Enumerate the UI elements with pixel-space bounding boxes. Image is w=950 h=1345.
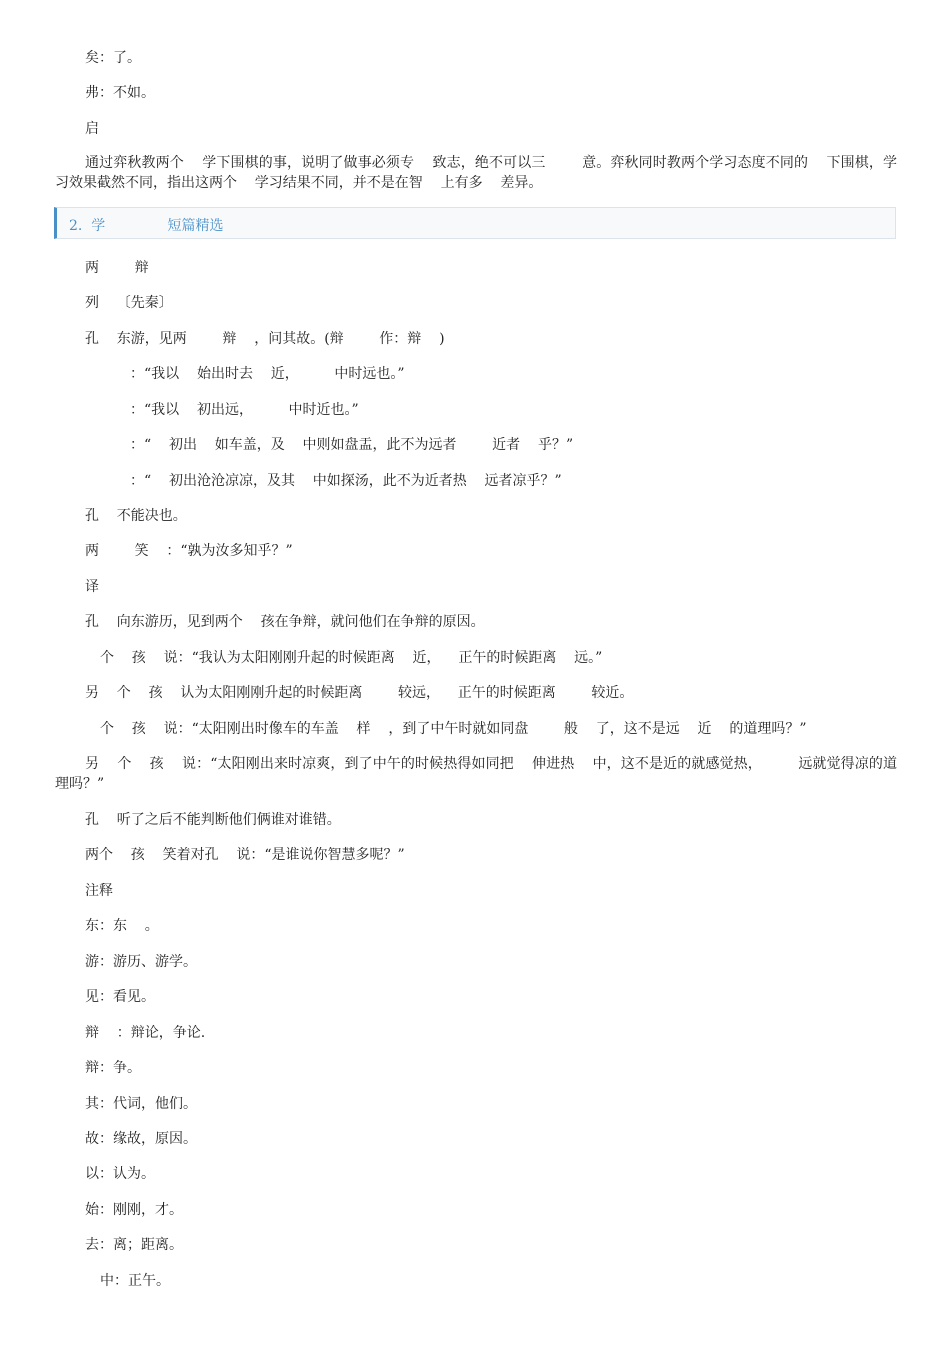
note-line: 其：代词，他们。 [85, 1096, 197, 1112]
story-title: 两 辩 [85, 260, 149, 276]
note-line: 以：认为。 [85, 1166, 155, 1182]
translation-line: 个 孩 说：“太阳刚出时像车的车盖 样 ，到了中午时就如同盘 般 了，这不是远 近 的道理吗？” [100, 721, 807, 737]
translation-line: 孔 向东游历，见到两个 孩在争辩，就问他们在争辩的原因。 [85, 614, 485, 630]
translation-line: 另 个 孩 说：“太阳刚出来时凉爽，到了中午的时候热得如同把 伸进热 中，这不是近的就感觉热， 远就觉得凉的道理吗？” [55, 756, 897, 792]
gloss-line: 弗：不如。 [85, 85, 155, 101]
note-line: 中：正午。 [100, 1273, 170, 1289]
story-author: 列 〔先秦〕 [85, 295, 173, 311]
translation-line: 两个 孩 笑着对孔 说：“是谁说你智慧多呢？” [85, 847, 405, 863]
translation-line: 孔 听了之后不能判断他们俩谁对谁错。 [85, 812, 341, 828]
story-line: 两 笑 ：“孰为汝多知乎？” [85, 543, 293, 559]
gloss-line: 矣：了。 [85, 50, 141, 66]
note-line: 辩 ：辩论，争论. [85, 1025, 206, 1041]
story-line: ：“ 初出沧沧凉凉，及其 中如探汤，此不为近者热 远者凉乎？” [130, 473, 562, 489]
notes-label: 注释 [85, 883, 113, 899]
story-line: ：“我以 初出远， 中时近也。” [130, 402, 359, 418]
story-line: ：“ 初出 如车盖，及 中则如盘盂，此不为远者 近者 乎？” [130, 437, 574, 453]
note-line: 见：看见。 [85, 989, 155, 1005]
translation-label: 译 [85, 579, 99, 595]
section-label: 启 [85, 121, 99, 137]
note-line: 始：刚刚，才。 [85, 1202, 183, 1218]
section-heading [54, 207, 896, 239]
note-line: 辩：争。 [85, 1060, 141, 1076]
translation-line: 另 个 孩 认为太阳刚刚升起的时候距离 较远， 正午的时候距离 较近。 [85, 685, 634, 701]
story-line: 孔 东游，见两 辩 ，问其故。(辩 作：辩 ) [85, 331, 445, 347]
summary-paragraph: 通过弈秋教两个 学下围棋的事，说明了做事必须专 致志，绝不可以三 意。弈秋同时教两个学习态度不同的 下围棋，学习效果截然不同，指出这两个 学习结果不同，并不是在智 上有多 差异。 [55, 155, 897, 191]
section-heading-text: 2. 学 短篇精选 [69, 218, 224, 234]
note-line: 去：离；距离。 [85, 1237, 183, 1253]
note-line: 东：东 。 [85, 918, 159, 934]
note-line: 故：缘故，原因。 [85, 1131, 197, 1147]
note-line: 游：游历、游学。 [85, 954, 197, 970]
translation-line: 个 孩 说：“我认为太阳刚刚升起的时候距离 近， 正午的时候距离 远。” [100, 650, 603, 666]
story-line: 孔 不能决也。 [85, 508, 187, 524]
story-line: ：“我以 始出时去 近， 中时远也。” [130, 366, 405, 382]
